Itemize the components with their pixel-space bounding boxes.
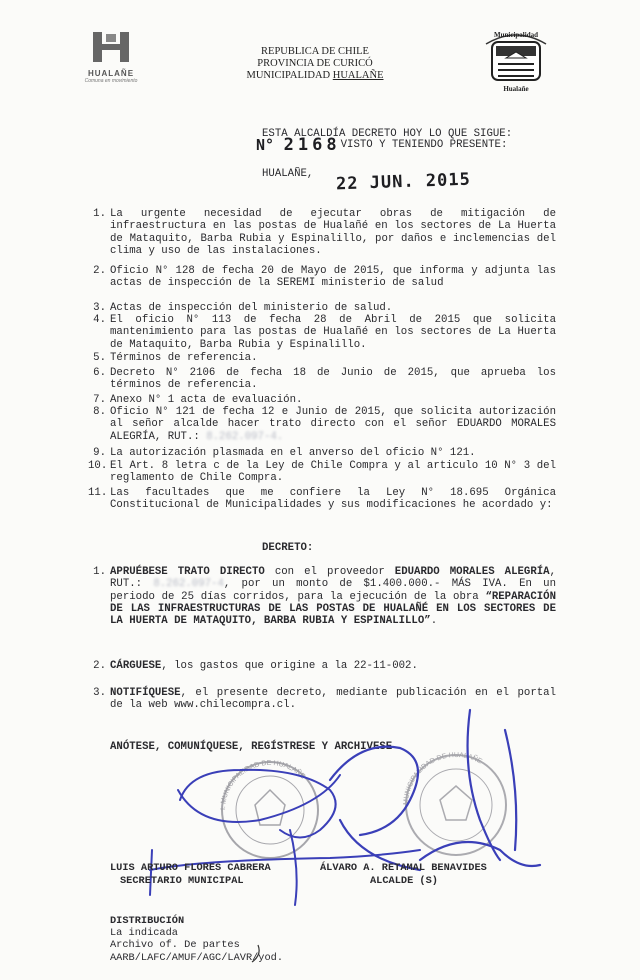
distribution-title: DISTRIBUCIÓN — [110, 915, 185, 927]
redacted-rut: 8.262.097-4 — [153, 578, 224, 591]
municipality-line — [200, 70, 430, 82]
decree-prefix: N° — [256, 136, 275, 154]
place: HUALAÑE, — [262, 168, 314, 180]
logo-name: HUALAÑE — [87, 69, 135, 78]
hualane-logo — [84, 30, 138, 84]
seal-top-text: Municipalidad — [494, 31, 538, 39]
intro-line1: ESTA ALCALDÍA DECRETO HOY LO QUE SIGUE: — [262, 128, 513, 140]
signature-right — [330, 710, 540, 870]
municipality-name: HUALAÑE — [332, 70, 384, 81]
stamp-left-text: I. MUNICIPALIDAD DE HUALAÑE — [219, 759, 307, 811]
seal-bottom-text: Hualañe — [503, 85, 529, 93]
decree-number: 2168 — [283, 135, 341, 155]
right-signatory-name: ÁLVARO A. RETAMAL BENAVIDES — [320, 862, 487, 874]
svg-text:MUNICIPALIDAD DE HUALAÑE — [403, 752, 483, 805]
closing-line: ANÓTESE, COMUNÍQUESE, REGÍSTRESE Y ARCHIVESE — [110, 741, 393, 753]
municipality-prefix: MUNICIPALIDAD — [246, 70, 333, 81]
date-stamp: 22 JUN. 2015 — [335, 169, 472, 195]
redacted-rut: 8.262.097-4. — [206, 430, 284, 443]
municipal-stamp-right — [403, 752, 506, 855]
hh-logo-icon — [89, 30, 133, 64]
republic-line: REPUBLICA DE CHILE — [261, 46, 369, 57]
left-signatory-name: LUIS ARTURO FLORES CABRERA — [110, 862, 271, 874]
intro-line2: VISTO Y TENIENDO PRESENTE: — [340, 139, 508, 151]
distribution-line: Archivo of. De partes — [110, 939, 240, 952]
municipality-seal-icon — [476, 24, 556, 94]
left-signatory-title: SECRETARIO MUNICIPAL — [120, 875, 244, 887]
distribution-line: La indicada — [110, 927, 178, 939]
stamp-right-text: MUNICIPALIDAD DE HUALAÑE — [402, 751, 484, 806]
distribution-block — [110, 915, 283, 964]
distribution-line: AARB/LAFC/AMUF/AGC/LAVR/yod. — [110, 951, 284, 964]
svg-text:I. MUNICIPALIDAD DE HUALAÑE — [220, 760, 306, 810]
municipal-stamp-left — [220, 760, 318, 858]
decree-heading: DECRETO: — [262, 542, 314, 554]
right-signatory-title: ALCALDE (S) — [370, 875, 438, 887]
province-line: PROVINCIA DE CURICÓ — [257, 58, 373, 69]
decree-number-line — [256, 135, 507, 155]
document-header — [200, 46, 430, 82]
logo-tagline: Comuna en movimiento — [84, 78, 138, 84]
